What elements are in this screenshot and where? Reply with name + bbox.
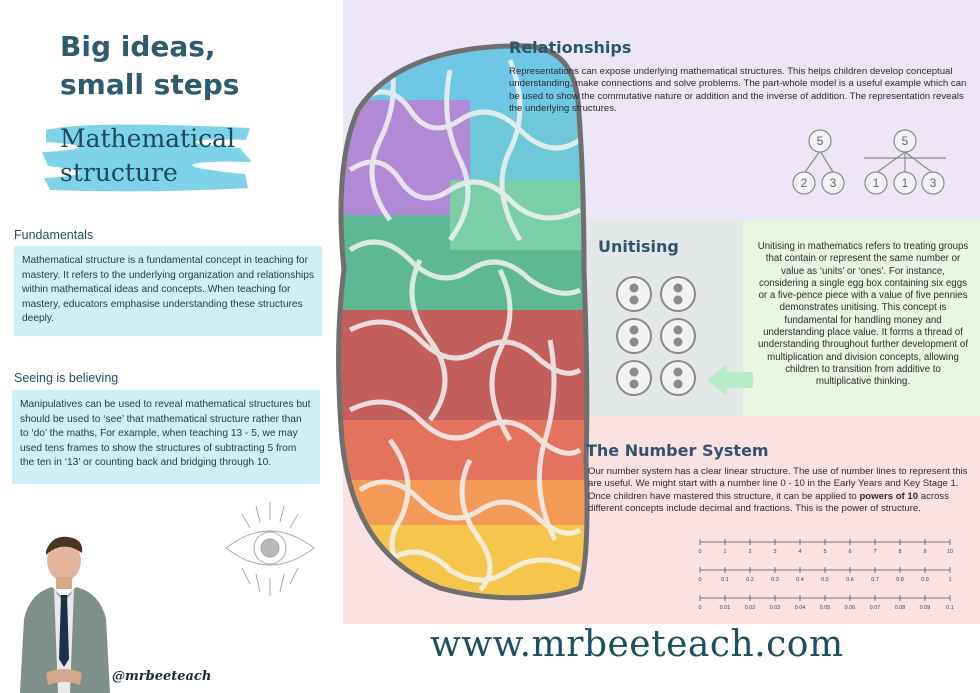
seeing-heading: Seeing is believing	[14, 371, 119, 385]
tick-label: 0.8	[896, 577, 904, 583]
topic-line-2: structure	[60, 158, 178, 187]
brain-illustration	[330, 40, 595, 605]
tick-label: 6	[848, 549, 852, 555]
whole-label-b: 5	[901, 134, 909, 148]
tick-label: 0.09	[919, 605, 931, 611]
unitising-counters	[612, 273, 702, 403]
tick-label: 0.08	[894, 605, 906, 611]
tick-label: 0.6	[846, 577, 854, 583]
number-line-0-10	[698, 539, 953, 555]
number-line-0-0.1	[698, 595, 953, 611]
author-photo	[12, 533, 117, 693]
part-label-a1: 2	[800, 176, 808, 190]
tick-label: 0.06	[844, 605, 856, 611]
tick-label: 0	[698, 605, 702, 611]
number-lines	[690, 530, 960, 615]
eye-icon	[220, 500, 320, 598]
unitising-text: Unitising in mathematics refers to treating groups that contain or represent the same number or value as ‘units’ or ‘ones’. For instance, considering a single egg box containing six eggs or a five-pence piece with a value of five pennies demonstrates unitising. This concept is fundamental for handling money and understanding place value. It forms a thread of understanding throughout further development of multiplication and division concepts, allowing children to transition from additive to multiplicative thinking.	[757, 241, 969, 388]
tick-label: 0.2	[746, 577, 754, 583]
number-line-0-1	[698, 567, 951, 583]
part-whole-model-a	[786, 125, 851, 200]
title-line-2: small steps	[60, 68, 240, 101]
tick-label: 0.05	[819, 605, 831, 611]
part-label-b1: 1	[872, 176, 880, 190]
tick-label: 0	[698, 549, 702, 555]
page-title	[60, 28, 320, 104]
part-label-a2: 3	[829, 176, 837, 190]
relationships-text: Representations can expose underlying mathematical structures. This helps children develop conceptual understanding, make connections and solve problems. The part-whole model is a useful example which can be used to show the commutative nature or addition and the inverse of addition. The representation reveals the underlying structures.	[509, 66, 967, 114]
part-label-b2: 1	[901, 176, 909, 190]
tick-label: 0.04	[794, 605, 806, 611]
tick-label: 0.1	[721, 577, 729, 583]
website-url[interactable]: www.mrbeeteach.com	[430, 624, 844, 665]
tick-label: 0.4	[796, 577, 804, 583]
tick-label: 0.07	[869, 605, 881, 611]
part-label-b3: 3	[929, 176, 937, 190]
tick-label: 0.3	[771, 577, 779, 583]
tick-label: 0.5	[821, 577, 829, 583]
tick-label: 7	[873, 549, 877, 555]
part-whole-model-b	[860, 125, 950, 200]
number-system-heading: The Number System	[586, 441, 769, 460]
relationships-heading: Relationships	[509, 38, 632, 57]
tick-label: 10	[946, 549, 954, 555]
tick-label: 0.02	[744, 605, 756, 611]
tick-label: 0.03	[769, 605, 781, 611]
tick-label: 9	[923, 549, 927, 555]
social-handle: @mrbeeteach	[112, 669, 212, 684]
tick-label: 8	[898, 549, 902, 555]
tick-label: 2	[748, 549, 752, 555]
fundamentals-heading: Fundamentals	[14, 228, 94, 242]
tick-label: 0.9	[921, 577, 929, 583]
topic-title	[60, 122, 260, 190]
topic-line-1: Mathematical	[60, 124, 235, 153]
powers-of-ten-emphasis: powers of 10	[859, 490, 919, 502]
number-system-text	[588, 466, 973, 515]
fundamentals-box: Mathematical structure is a fundamental concept in teaching for mastery. It refers to the underlying organization and relationships within mathematical ideas and concepts. When teaching for mastery, educators emphasise understanding these structures deeply.	[14, 246, 322, 336]
tick-label: 3	[773, 549, 777, 555]
tick-label: 0.1	[946, 605, 954, 611]
title-line-1: Big ideas,	[60, 30, 216, 63]
seeing-box: Manipulatives can be used to reveal mathematical structures but should be used to ‘see’ that mathematical structure rather than to ‘do’ the maths, For example, when teaching 13 - 5, we may used tens frames to show the structures of subtracting 5 from the ten in ‘13’ or counting back and bridging through 10.	[12, 390, 320, 484]
tick-label: 4	[798, 549, 802, 555]
tick-label: 1	[723, 549, 727, 555]
arrow-left-icon	[705, 362, 755, 398]
whole-label-a: 5	[816, 134, 824, 148]
number-system-text-part1: Our number system has a clear linear structure. The use of number lines to represent this are useful. We might start with a number line 0 - 10 in the Early Years and Key Stage 1. Once children have mastered this structure, it can be applied to	[588, 466, 968, 502]
tick-label: 1	[948, 577, 952, 583]
unitising-heading: Unitising	[598, 237, 679, 256]
tick-label: 0.7	[871, 577, 879, 583]
number-system-text-part2: across different concepts include decimal and fractions. This is the power of structure.	[588, 490, 950, 514]
tick-label: 0	[698, 577, 702, 583]
tick-label: 5	[823, 549, 827, 555]
tick-label: 0.01	[719, 605, 731, 611]
